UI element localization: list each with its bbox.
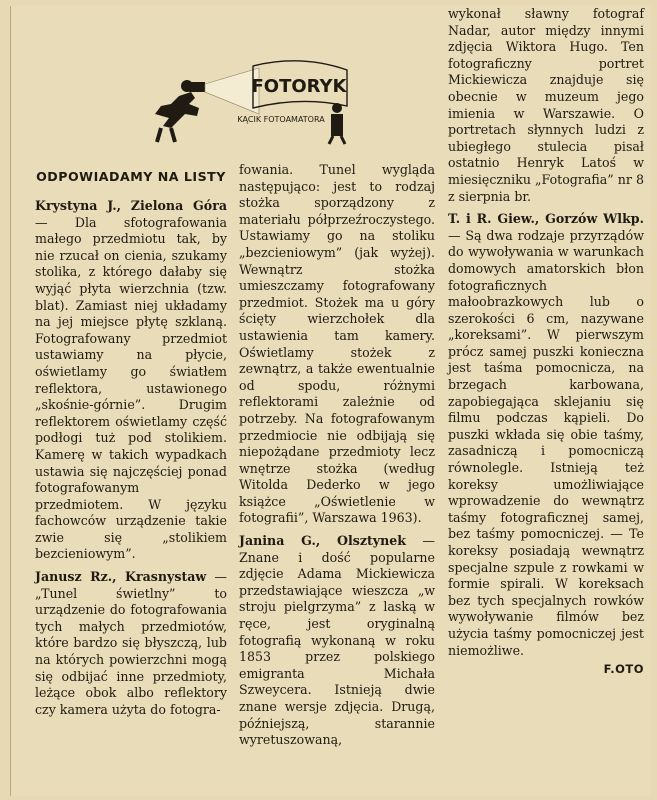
answer-text: — Są dwa rodzaje przyrządów do wywoływania w warunkach domowych amatorskich błon fotograficznych małoobrazkowych lub o szerokości 6 cm, nazywane „koreksami”. W pierwszym prócz samej puszki konieczna jest taśma pomocnicza, na brzegach karbowana, zapobiegająca sklejaniu się filmu podczas kąpieli. Do puszki wkłada się obie taśmy, zasadniczą i pomocniczą równolegle. Istnieją też koreksy umożliwiające wprowadzenie do wewnątrz taśmy fotograficznej samej, bez taśmy pomocniczej. — Te koreksy posiadają wewnątrz specjalne szpule z rowkami w formie spirali. W koreksach bez tych specjalnych rowków wywoływanie filmów bez użycia taśmy pomocniczej jest niemożliwe.: [448, 227, 644, 658]
answer-text: fowania. Tunel wygląda następująco: jest to rodzaj stożka sporządzony z materiału półprzeźroczystego. Ustawiamy go na stoliku „bezcieniowym” (jak wyżej). Wewnątrz stożka umieszczamy fotografowany przedmiot. Stożek ma u góry ścięty wierzchołek dla ustawienia tam kamery. Oświetlamy stożek z zewnątrz, a także ewentualnie od spodu, różnymi reflektorami zależnie od potrzeby. Na fotografowanym przedmiocie nie odbijają się niepożądane przedmioty lecz wnętrze stożka (według Witolda Dederko w jego książce „Oświetlenie w fotografii”, Warszawa 1963).: [239, 162, 435, 526]
column-logo: [141, 56, 361, 146]
answer-paragraph: [35, 569, 227, 718]
answer-text: — „Tunel świetlny” to urządzenie do fotografowania tych małych przedmiotów, które bardzo się błyszczą, lub na których powierzchni mogą się odbijać inne przedmioty, leżące obok albo reflektory czy kamera użyta do fotogra-: [35, 569, 227, 717]
column-1: [35, 168, 227, 718]
reader-name: Krystyna J., Zielona Góra: [35, 198, 227, 213]
column-3: [448, 6, 644, 678]
newspaper-page: [10, 6, 651, 796]
logo-subtitle: KĄCIK FOTOAMATORA: [237, 115, 325, 124]
article-heading: ODPOWIADAMY NA LISTY: [36, 169, 226, 184]
reader-name: T. i R. Giew., Gorzów Wlkp.: [448, 211, 644, 227]
column-2: [239, 162, 435, 749]
answer-text: — Znane i dość popularne zdjęcie Adama Mickiewicza przedstawiające wieszcza „w stroju pielgrzyma” z laską w ręce, jest oryginalną fotografią wykonaną w roku 1853 przez polskiego emigranta Michała Szweycera. Istnieją dwie znane wersje zdjęcia. Drugą, późniejszą, starannie wyretuszowaną,: [239, 533, 435, 748]
answer-paragraph: [35, 198, 227, 563]
author-signature: F.OTO: [603, 662, 644, 677]
answer-paragraph: [448, 211, 644, 659]
logo-title: FOTORYK: [251, 76, 347, 97]
answer-text: wykonał sławny fotograf Nadar, autor między innymi zdjęcia Wiktora Hugo. Ten fotograficzny portret Mickiewicza znajduje się obecnie w muzeum jego imienia w Warszawie. O portretach słynnych ludzi z ubiegłego stulecia pisał ostatnio Henryk Latoś w miesięczniku „Fotografia” nr 8 z sierpnia br.: [448, 6, 644, 204]
answer-paragraph: [239, 533, 435, 749]
reader-name: Janusz Rz., Krasnystaw: [35, 569, 207, 585]
photographer-illustration: [141, 56, 361, 146]
reader-name: Janina G., Olsztynek: [239, 533, 407, 549]
answer-text: — Dla sfotografowania małego przedmiotu tak, by nie rzucał on cienia, szukamy stolika, z którego dałaby się wyjąć płyta wierzchnia (tzw. blat). Zamiast niej układamy na jej miejsce płytę szklaną. Fotografowany przedmiot ustawiamy na płycie, oświetlamy go światłem reflektora, ustawionego „skośnie-górnie”. Drugim reflektorem oświetlamy część podłogi tuż pod stolikiem. Kamerę w takich wypadkach ustawia się najczęściej ponad fotografowanym przedmiotem. W języku fachowców urządzenie takie zwie się „stolikiem bezcieniowym”.: [35, 214, 227, 562]
